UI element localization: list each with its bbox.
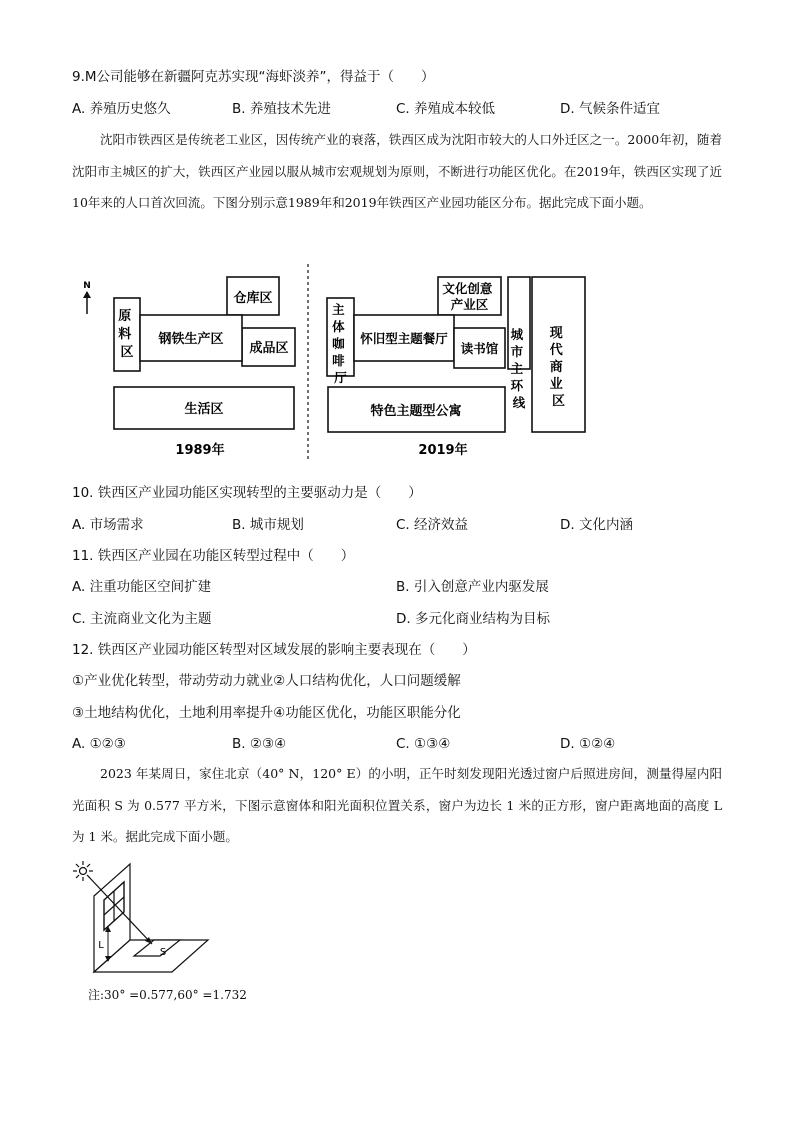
function-zone-figure (70, 262, 600, 462)
passage-sunlight: 2023 年某周日，家住北京（40° N，120° E）的小明，正午时刻发现阳光透过窗户后照进房间，测量得屋内阳光面积 S 为 0.577 平方米，下图示意窗体和阳光面积位置关系，窗户为边长 1 米的正方形，窗户距离地面的高度 L 为 1 米。据此完成下面小题。 (72, 766, 722, 844)
q9-option-c[interactable]: C. 养殖成本较低 (396, 101, 496, 117)
north-label: N (83, 281, 91, 291)
svg-text:原 料 区: 原 料 区 (118, 309, 134, 360)
svg-text:文化创意 产业区: 文化创意 产业区 (442, 281, 493, 312)
q11-option-d[interactable]: D. 多元化商业结构为目标 (396, 611, 550, 627)
window-sunlight-figure (70, 856, 210, 974)
q12-items-line1: ①产业优化转型，带动劳动力就业②人口结构优化，人口问题缓解 (72, 673, 461, 689)
q11-stem: 11. 铁西区产业园在功能区转型过程中（ ） (72, 548, 355, 564)
zone-apartment-label: 特色主题型公寓 (370, 404, 462, 419)
footnote: 注:30° =0.577,60° =1.732 (88, 988, 247, 1002)
label-l: L (98, 940, 104, 951)
label-s: S (159, 947, 167, 958)
q12-items-line2: ③土地结构优化，土地利用率提升④功能区优化，功能区职能分化 (72, 705, 461, 721)
q10-option-a[interactable]: A. 市场需求 (72, 517, 144, 533)
q11-option-b[interactable]: B. 引入创意产业内驱发展 (396, 579, 549, 595)
zone-raw-label-1: 原 (118, 309, 132, 324)
q9-option-d[interactable]: D. 气候条件适宜 (560, 101, 660, 117)
q12-option-b[interactable]: B. ②③④ (232, 736, 287, 752)
zone-reading-label: 读书馆 (460, 341, 499, 356)
svg-text:现 代 商 业: 现 代 商 业 区 (549, 326, 566, 409)
year-1989-label: 1989年 (175, 443, 225, 458)
q9-stem: 9.M公司能够在新疆阿克苏实现“海虾淡养”，得益于（ ） (72, 69, 435, 85)
zone-nostalgia-label: 怀旧型主题餐厅 (360, 331, 448, 346)
q10-stem: 10. 铁西区产业园功能区实现转型的主要驱动力是（ ） (72, 485, 422, 501)
svg-text:主 体 咖 啡: 主 体 咖 啡 厅 (332, 302, 347, 385)
q12-stem: 12. 铁西区产业园功能区转型对区域发展的影响主要表现在（ ） (72, 642, 476, 658)
q12-option-c[interactable]: C. ①③④ (396, 736, 451, 752)
zone-steel-label: 钢铁生产区 (158, 332, 224, 347)
year-2019-label: 2019年 (418, 443, 468, 458)
q11-option-a[interactable]: A. 注重功能区空间扩建 (72, 579, 212, 595)
q12-option-d[interactable]: D. ①②④ (560, 736, 616, 752)
zone-warehouse-label: 仓库区 (233, 291, 273, 306)
q9-option-b[interactable]: B. 养殖技术先进 (232, 101, 331, 117)
q10-option-c[interactable]: C. 经济效益 (396, 517, 469, 533)
q11-option-c[interactable]: C. 主流商业文化为主题 (72, 611, 212, 627)
zone-living-label: 生活区 (184, 402, 224, 417)
q10-option-b[interactable]: B. 城市规划 (232, 517, 304, 533)
passage-tiexi: 沈阳市铁西区是传统老工业区，因传统产业的衰落，铁西区成为沈阳市较大的人口外迁区之一。2000年初，随着沈阳市主城区的扩大，铁西区产业园以服从城市宏观规划为原则，不断进行功能区优化。在2019年，铁西区实现了近10年来的人口首次回流。下图分别示意1989年和2019年铁西区产业园功能区分布。据此完成下面小题。 (72, 132, 722, 210)
q10-option-d[interactable]: D. 文化内涵 (560, 517, 633, 533)
q9-option-a[interactable]: A. 养殖历史悠久 (72, 101, 171, 117)
zone-product-label: 成品区 (249, 341, 289, 356)
svg-text:城 市 主 环: 城 市 主 环 线 (510, 327, 526, 410)
q12-option-a[interactable]: A. ①②③ (72, 736, 126, 752)
